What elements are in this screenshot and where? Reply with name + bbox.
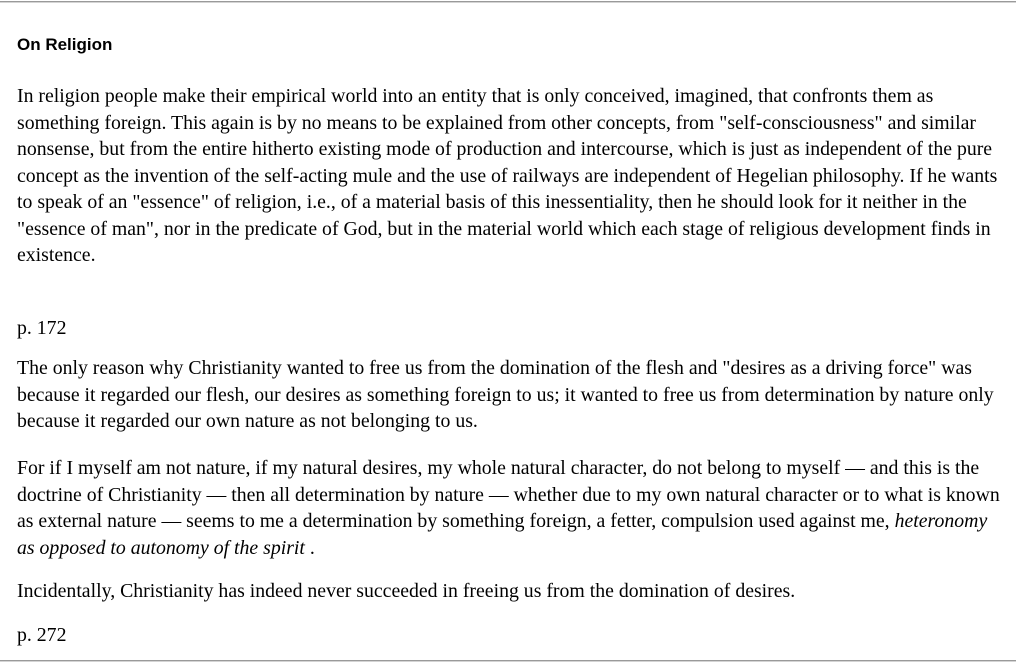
paragraph-lead-text: For if I myself am not nature, if my natural desires, my whole natural character, do not belong to myself — and this is the doctrine of Christianity — then all determination by nature — whether due to my own natural character or to what is known as external nature — seems to me a determination by something foreign, a fetter, compulsion used against me, bbox=[17, 457, 1000, 532]
paragraph-christianity-flesh: The only reason why Christianity wanted to free us from the domination of the flesh and "desires as a driving force" was because it regarded our flesh, our desires as something foreign to us; it wanted to free us from determination by nature only because it regarded our own nature as not belonging to us. bbox=[17, 357, 994, 432]
paragraph-tail-text: . bbox=[304, 536, 315, 559]
paragraph-desires: Incidentally, Christianity has indeed never succeeded in freeing us from the domination of desires. bbox=[17, 580, 796, 602]
page-reference-172: p. 172 bbox=[17, 317, 67, 339]
page-reference-272: p. 272 bbox=[17, 624, 67, 646]
top-divider bbox=[0, 1, 1016, 3]
section-title: On Religion bbox=[17, 35, 113, 54]
bottom-divider bbox=[0, 660, 1016, 662]
italic-emphasis: heteronomy as opposed to autonomy of the spirit bbox=[17, 510, 988, 559]
paragraph-determination-by-nature bbox=[17, 455, 1009, 561]
paragraph-religion-essence: In religion people make their empirical world into an entity that is only conceived, imagined, that confronts them as something foreign. This again is by no means to be explained from other concepts, from "self-consciousness" and similar nonsense, but from the entire hitherto existing mode of production and intercourse, which is just as independent of the pure concept as the invention of the self-acting mule and the use of railways are independent of Hegelian philosophy. If he wants to speak of an "essence" of religion, i.e., of a material basis of this inessentiality, then he should look for it neither in the "essence of man", nor in the predicate of God, but in the material world which each stage of religious development finds in existence. bbox=[17, 85, 998, 266]
